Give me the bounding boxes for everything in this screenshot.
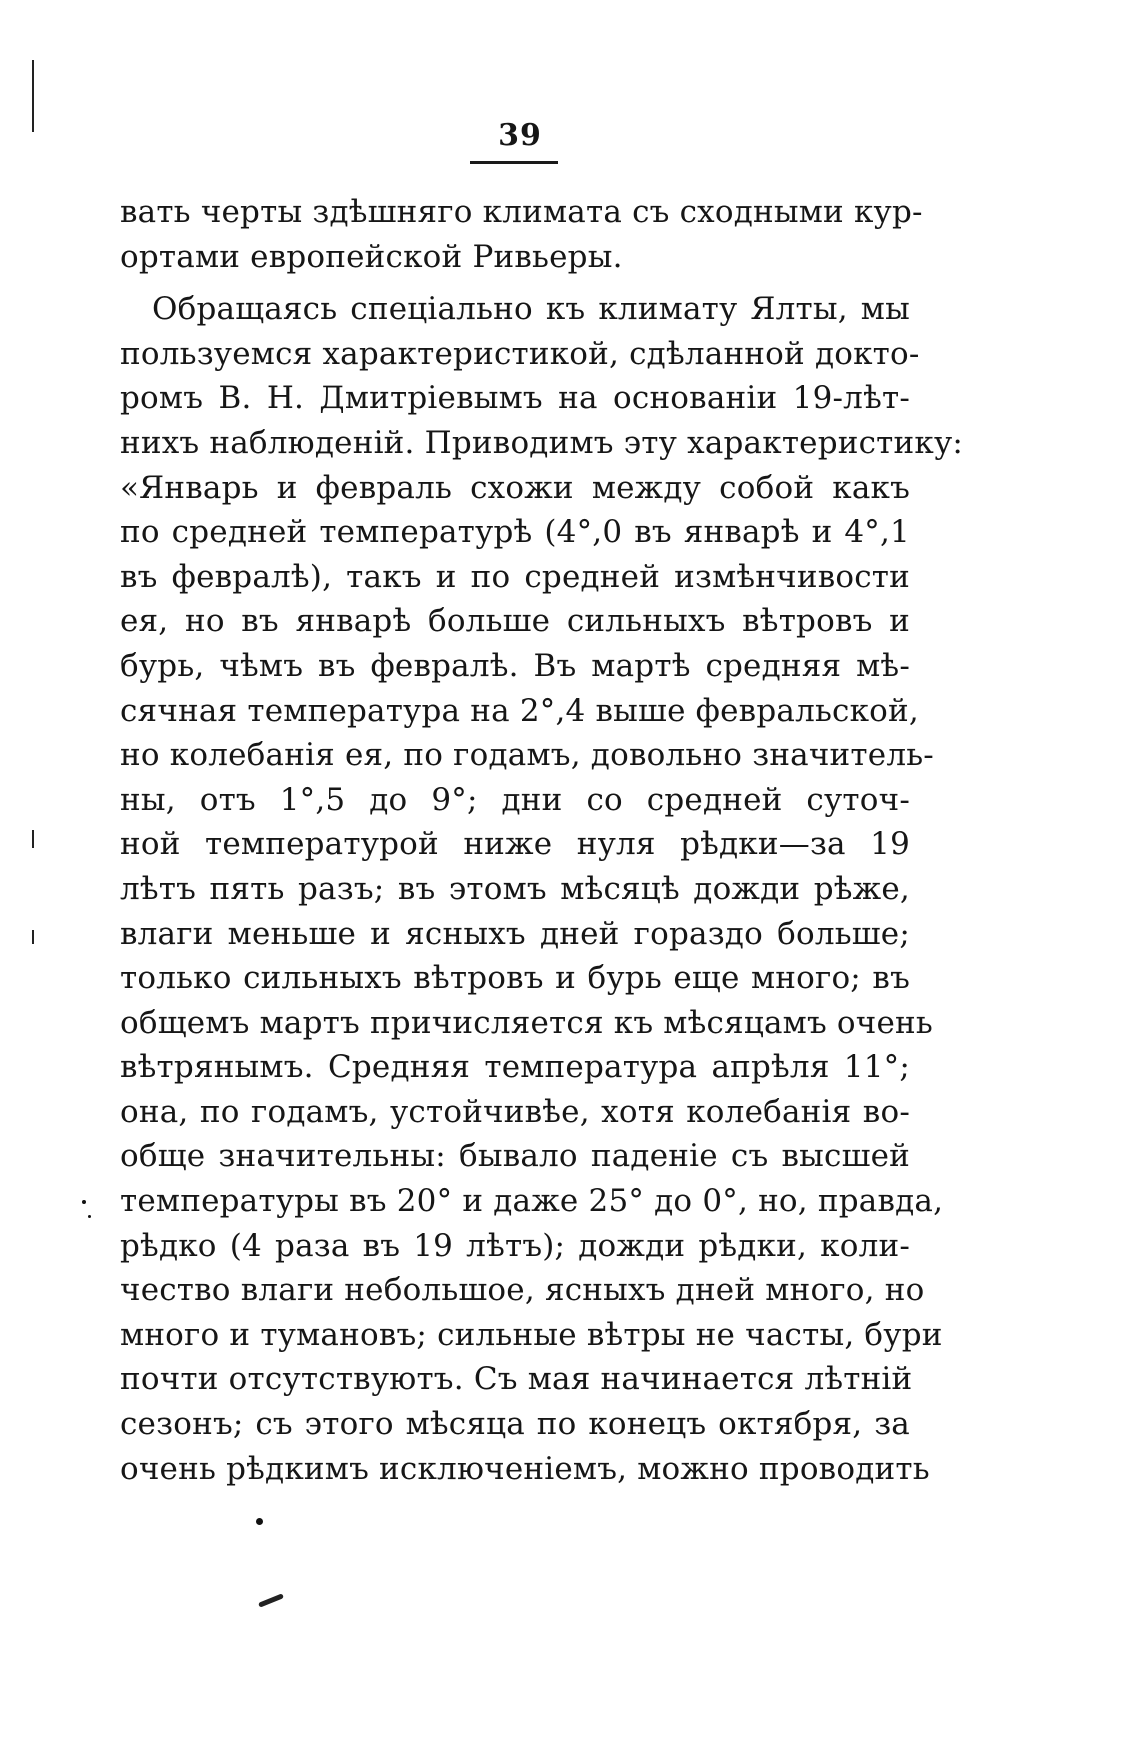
text-line: общемъ мартъ причисляется къ мѣсяцамъ очень (120, 1004, 933, 1041)
scan-artifact-line (32, 60, 34, 132)
text-line: только сильныхъ вѣтровъ и бурь еще много; въ (120, 960, 910, 997)
text-line: ея, но въ январѣ больше сильныхъ вѣтровъ и (120, 603, 910, 640)
scan-artifact-dot (256, 1518, 263, 1525)
text-line: она, по годамъ, устойчивѣе, хотя колебанія во- (120, 1093, 910, 1130)
text-line: сезонъ; съ этого мѣсяца по конецъ октября, за (120, 1406, 910, 1443)
text-line: по средней температурѣ (4°,0 въ январѣ и 4°,1 (120, 514, 910, 551)
scan-artifact-dot (82, 1200, 86, 1204)
page-number-rule (470, 161, 558, 164)
text-line: ной температурой ниже нуля рѣдки—за 19 (120, 826, 910, 863)
body-text (120, 190, 964, 1491)
text-line: чество влаги небольшое, ясныхъ дней много, но (120, 1272, 925, 1309)
text-line: очень рѣдкимъ исключеніемъ, можно проводить (120, 1450, 930, 1487)
text-line: много и тумановъ; сильные вѣтры не часты, бури (120, 1316, 943, 1353)
text-line: лѣтъ пять разъ; въ этомъ мѣсяцѣ дожди рѣже, (120, 870, 910, 907)
text-line: почти отсутствуютъ. Съ мая начинается лѣтній (120, 1361, 913, 1398)
text-line: влаги меньше и ясныхъ дней гораздо больше; (120, 915, 910, 952)
text-line: вать черты здѣшняго климата съ сходными кур- (120, 194, 923, 230)
text-line: ромъ В. Н. Дмитріевымъ на основаніи 19-лѣт- (120, 380, 910, 417)
text-line: рѣдко (4 раза въ 19 лѣтъ); дожди рѣдки, коли- (120, 1227, 910, 1264)
text-line: «Январь и февраль схожи между собой какъ (120, 469, 910, 506)
scan-artifact-line (32, 930, 34, 944)
scan-artifact-dot (88, 1215, 91, 1218)
text-line: ны, отъ 1°,5 до 9°; дни со средней суточ- (120, 781, 910, 818)
text-line: ортами европейской Ривьеры. (120, 238, 623, 275)
text-line: но колебанія ея, по годамъ, довольно значитель- (120, 737, 934, 774)
text-line: пользуемся характеристикой, сдѣланной докто- (120, 335, 920, 372)
text-line: температуры въ 20° и даже 25° до 0°, но, правда, (120, 1183, 944, 1220)
text-line: въ февралѣ), такъ и по средней измѣнчивости (120, 558, 910, 595)
text-line: обще значительны: бывало паденіе съ высшей (120, 1138, 910, 1175)
text-line: бурь, чѣмъ въ февралѣ. Въ мартѣ средняя мѣ- (120, 647, 910, 684)
scan-artifact-stroke (258, 1593, 284, 1607)
text-line: Обращаясь спеціально къ климату Ялты, мы (152, 291, 910, 328)
page-number: 39 (498, 118, 542, 153)
text-line: сячная температура на 2°,4 выше февральской, (120, 692, 919, 729)
text-line: нихъ наблюденій. Приводимъ эту характеристику: (120, 424, 964, 461)
scan-artifact-line (32, 830, 34, 848)
text-line: вѣтрянымъ. Средняя температура апрѣля 11°; (120, 1049, 910, 1086)
